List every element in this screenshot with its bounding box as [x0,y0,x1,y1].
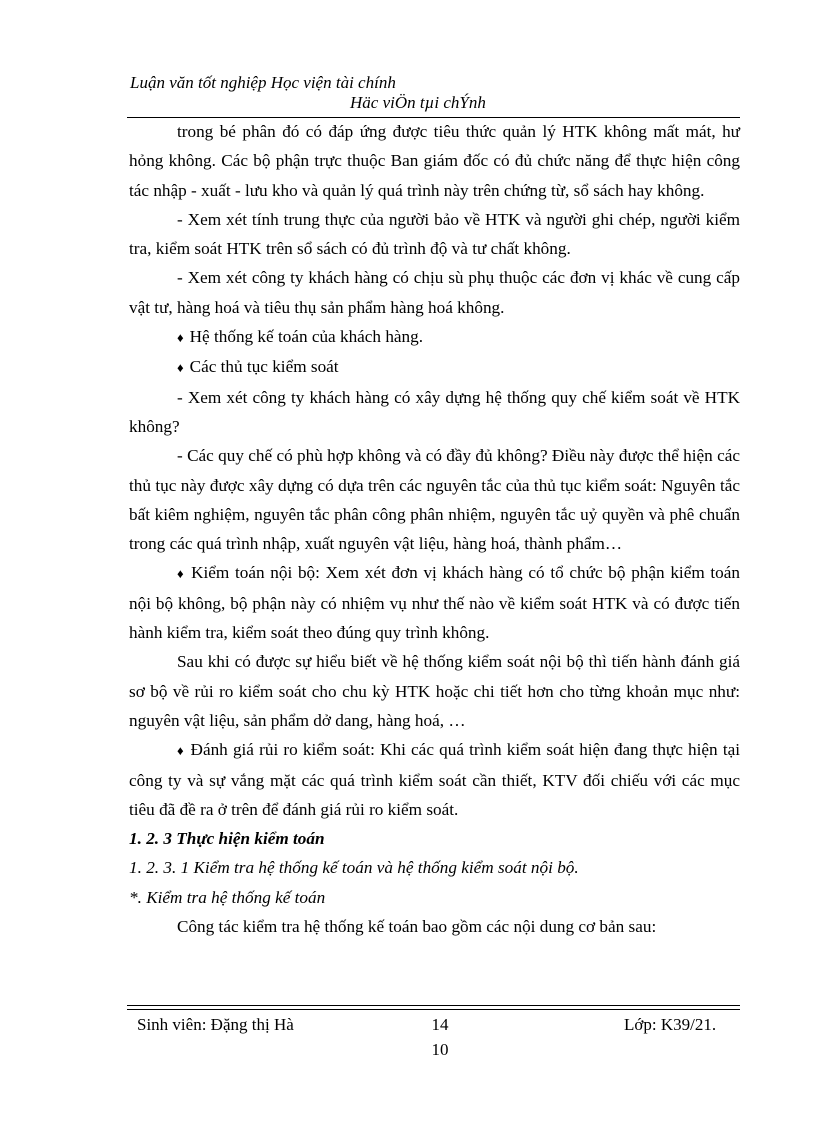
footer-rule-thin [127,1009,740,1010]
footer-rule [127,1005,740,1006]
header-subtitle: Häc viÖn tµi chÝnh [350,93,486,112]
paragraph-text: - Xem xét công ty khách hàng có xây dựng hệ thống quy chế kiểm soát về HTK không? [129,387,740,436]
bullet-paragraph [129,322,740,352]
bullet-paragraph [129,352,740,382]
paragraph [129,263,740,322]
header-title: Luận văn tốt nghiệp Học viện tài chính [130,73,396,92]
footer-page-number: 14 [431,1015,449,1034]
diamond-bullet-icon: ♦ [177,566,186,582]
paragraph-text: Kiểm toán nội bộ: Xem xét đơn vị khách hàng có tổ chức bộ phận kiểm toán nội bộ không, bộ phận này có nhiệm vụ như thế nào về kiểm soát HTK và có được tiến hành kiểm tra, kiểm soát theo đúng quy trình không. [129,563,740,643]
section-heading [129,853,740,882]
paragraph-text: Hệ thống kế toán của khách hàng. [189,327,424,347]
paragraph-text: - Xem xét tính trung thực của người bảo về HTK và người ghi chép, người kiểm tra, kiểm soát HTK trên sổ sách có đủ trình độ và tư chất không. [129,209,740,259]
bullet-paragraph [129,558,740,647]
section-heading [129,824,740,853]
paragraph [129,441,740,558]
diamond-bullet-icon: ♦ [177,360,184,376]
footer-student: Sinh viên: Đặng thị Hà [137,1015,294,1034]
paragraph-text: - Xem xét công ty khách hàng có chịu sù phụ thuộc các đơn vị khác về cung cấp vật tư, hàng hoá và tiêu thụ sản phẩm hàng hoá không. [129,268,740,317]
paragraph-text: trong bé phân đó có đáp ứng được tiêu thức quản lý HTK không mất mát, hư hỏng không. Các bộ phận trực thuộc Ban giám đốc có đủ chức năng để thực hiện công tác nhập - xuất - lưu kho và quản lý quá trình này trên chứng từ, sổ sách hay không. [129,122,740,200]
footer-class: Lớp: K39/21. [624,1015,717,1034]
paragraph-text: - Các quy chế có phù hợp không và có đầy đủ không? Điều này được thể hiện các thủ tục này được xây dựng có dựa trên các nguyên tắc của thủ tục kiểm soát: Nguyên tắc bất kiêm nghiệm, nguyên tắc phân công phân nhiệm, nguyên tắc uỷ quyền và phê chuẩn trong các quá trình nhập, xuất nguyên vật liệu, hàng hoá, thành phẩm… [129,446,740,554]
paragraph [129,383,740,442]
paragraph-text: 1. 2. 3 Thực hiện kiểm toán [129,829,325,849]
bullet-paragraph [129,735,740,824]
footer-page-sub: 10 [431,1040,449,1059]
paragraph [129,647,740,735]
diamond-bullet-icon: ♦ [177,330,184,346]
diamond-bullet-icon: ♦ [177,743,185,759]
paragraph-text: Các thủ tục kiểm soát [189,357,339,377]
paragraph-text: Sau khi có được sự hiểu biết về hệ thống kiểm soát nội bộ thì tiến hành đánh giá sơ bộ về rủi ro kiểm soát cho chu kỳ HTK hoặc chi tiết hơn cho từng khoản mục như: nguyên vật liệu, sản phẩm dở dang, hàng hoá, … [129,652,740,730]
paragraph [129,912,740,941]
paragraph-text: *. Kiểm tra hệ thống kế toán [129,887,326,907]
paragraph-text: Công tác kiểm tra hệ thống kế toán bao gồm các nội dung cơ bản sau: [177,917,657,937]
paragraph [129,205,740,264]
section-heading [129,883,740,912]
paragraph-text: 1. 2. 3. 1 Kiểm tra hệ thống kế toán và hệ thống kiểm soát nội bộ. [129,858,579,878]
paragraph-text: Đánh giá rủi ro kiểm soát: Khi các quá trình kiểm soát hiện đang thực hiện tại công ty và sự vắng mặt các quá trình kiểm soát cần thiết, KTV đối chiếu với các mục tiêu đã đề ra ở trên để đánh giá rủi ro kiểm soát. [129,740,741,819]
body-text [129,117,740,941]
paragraph [129,117,740,205]
